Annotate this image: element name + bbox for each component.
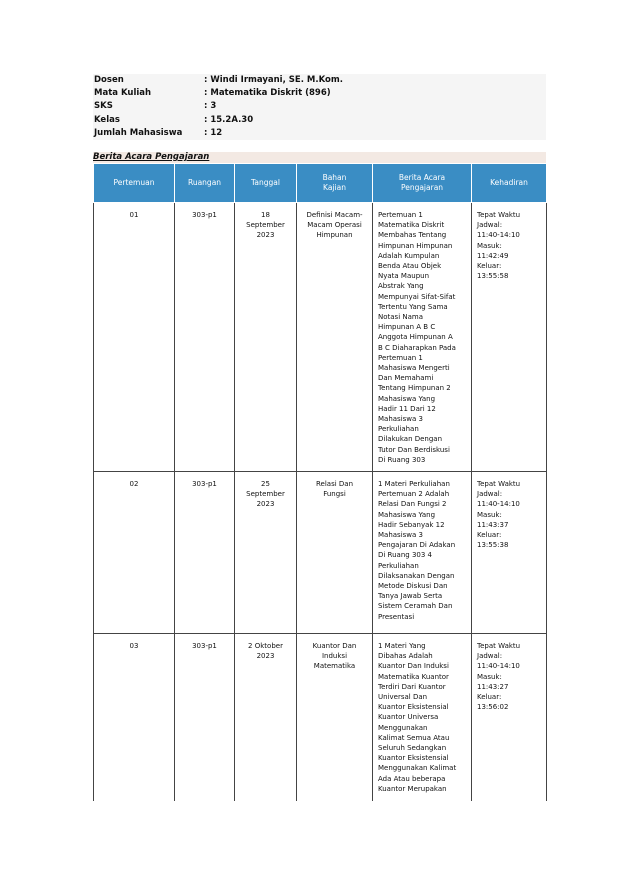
- header-ruangan: Ruangan: [175, 164, 235, 203]
- cell-bahan-kajian: Definisi Macam- Macam Operasi Himpunan: [297, 203, 373, 472]
- section-title: Berita Acara Pengajaran: [93, 152, 546, 163]
- info-value: : 15.2A.30: [204, 114, 254, 125]
- cell-berita-acara: Pertemuan 1 Matematika Diskrit Membahas Tentang Himpunan Himpunan Adalah Kumpulan Benda Atau Objek Nyata Maupun Abstrak Yang Mempunyai Sifat-Sifat Tertentu Yang Sama Notasi Nama Himpunan A B C Anggota Himpunan A B C Diaharapkan Pada Pertemuan 1 Mahasiswa Mengerti Dan Memahami Tentang Himpunan 2 Mahasiswa Yang Hadir 11 Dari 12 Mahasiswa 3 Perkuliahan Dilakukan Dengan Tutor Dan Berdiskusi Di Ruang 303: [373, 203, 472, 472]
- cell-tanggal: 18 September 2023: [235, 203, 297, 472]
- cell-ruangan: 303-p1: [175, 634, 235, 801]
- info-value: : 12: [204, 127, 223, 138]
- course-info: [93, 74, 546, 140]
- cell-bahan-kajian: Kuantor Dan Induksi Matematika: [297, 634, 373, 801]
- info-value: : Windi Irmayani, SE. M.Kom.: [204, 75, 343, 85]
- info-row-kelas: [93, 114, 546, 127]
- table-row: [94, 203, 547, 472]
- table-row: [94, 634, 547, 801]
- info-label: Dosen: [94, 75, 124, 85]
- cell-berita-acara: 1 Materi Perkuliahan Pertemuan 2 Adalah Relasi Dan Fungsi 2 Mahasiswa Yang Hadir Sebanyak 12 Mahasiswa 3 Pengajaran Di Adakan Di Ruang 303 4 Perkuliahan Dilaksanakan Dengan Metode Diskusi Dan Tanya Jawab Serta Sistem Ceramah Dan Presentasi: [373, 472, 472, 634]
- cell-ruangan: 303-p1: [175, 203, 235, 472]
- cell-kehadiran: Tepat Waktu Jadwal: 11:40-14:10 Masuk: 11:42:49 Keluar: 13:55:58: [472, 203, 547, 472]
- cell-pertemuan: 02: [94, 472, 175, 634]
- header-kehadiran: Kehadiran: [472, 164, 547, 203]
- info-row-jumlah-mahasiswa: [93, 127, 546, 140]
- info-label: Kelas: [94, 114, 120, 125]
- info-label: Jumlah Mahasiswa: [94, 127, 183, 138]
- header-berita-acara: Berita Acara Pengajaran: [373, 164, 472, 203]
- cell-bahan-kajian: Relasi Dan Fungsi: [297, 472, 373, 634]
- info-row-sks: [93, 100, 546, 113]
- table-row: [94, 472, 547, 634]
- header-bahan-kajian: Bahan Kajian: [297, 164, 373, 203]
- info-value: : 3: [204, 101, 217, 112]
- teaching-record-table: [93, 163, 547, 801]
- info-label: SKS: [94, 101, 113, 112]
- table-header-row: [94, 164, 547, 203]
- cell-pertemuan: 03: [94, 634, 175, 801]
- cell-ruangan: 303-p1: [175, 472, 235, 634]
- info-value: : Matematika Diskrit (896): [204, 88, 331, 99]
- header-tanggal: Tanggal: [235, 164, 297, 203]
- info-row-dosen: [93, 74, 546, 87]
- cell-kehadiran: Tepat Waktu Jadwal: 11:40-14:10 Masuk: 11:43:37 Keluar: 13:55:38: [472, 472, 547, 634]
- cell-tanggal: 2 Oktober 2023: [235, 634, 297, 801]
- cell-kehadiran: Tepat Waktu Jadwal: 11:40-14:10 Masuk: 11:43:27 Keluar: 13:56:02: [472, 634, 547, 801]
- info-row-mata-kuliah: [93, 87, 546, 100]
- info-label: Mata Kuliah: [94, 88, 152, 99]
- cell-pertemuan: 01: [94, 203, 175, 472]
- header-pertemuan: Pertemuan: [94, 164, 175, 203]
- cell-tanggal: 25 September 2023: [235, 472, 297, 634]
- cell-berita-acara: 1 Materi Yang Dibahas Adalah Kuantor Dan Induksi Matematika Kuantor Terdiri Dari Kuantor Universal Dan Kuantor Eksistensial Kuantor Universa Menggunakan Kalimat Semua Atau Seluruh Sedangkan Kuantor Eksistensial Menggunakan Kalimat Ada Atau beberapa Kuantor Merupakan: [373, 634, 472, 801]
